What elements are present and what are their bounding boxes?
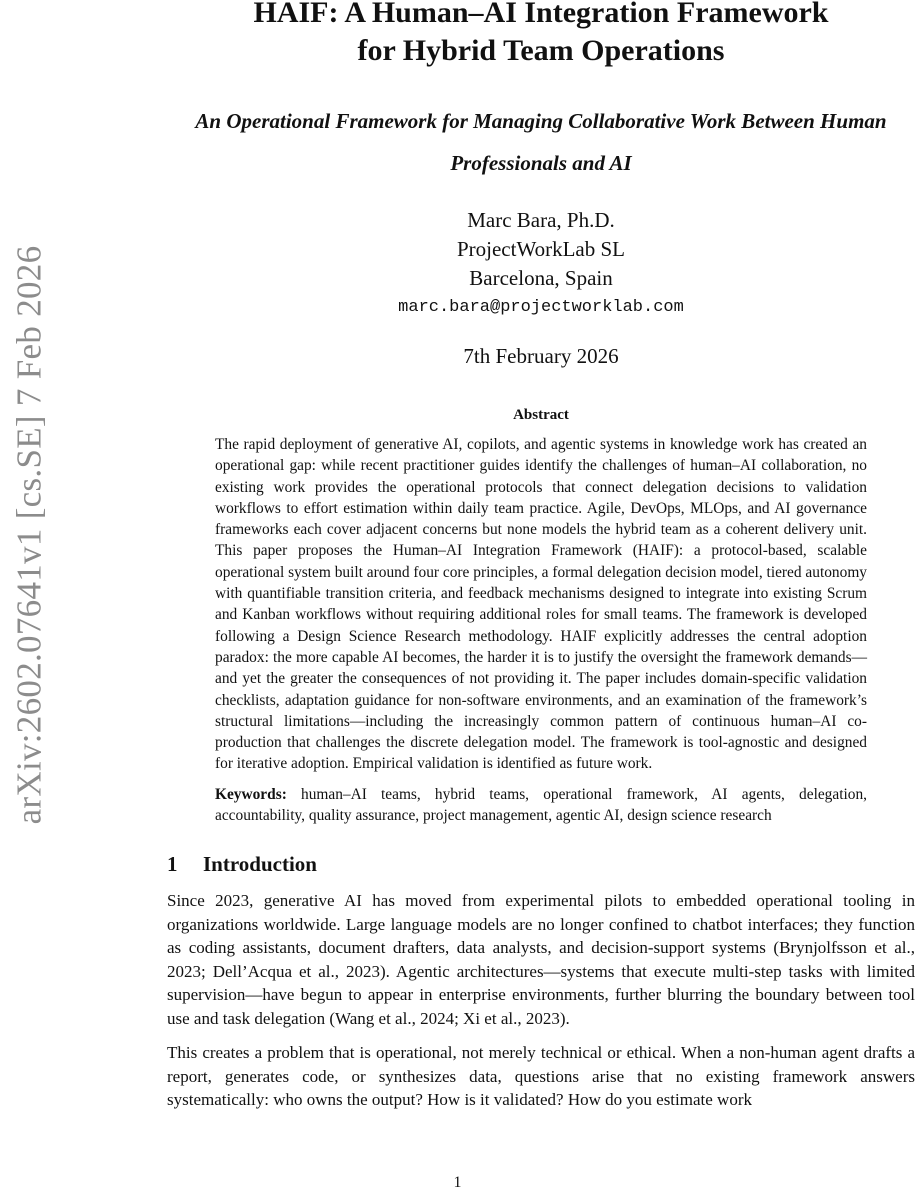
author-block — [167, 206, 915, 322]
title-line-1: HAIF: A Human–AI Integration Framework — [253, 0, 829, 29]
section-title: Introduction — [203, 852, 317, 877]
arxiv-sidebar-stamp — [2, 215, 56, 855]
publication-date: 7th February 2026 — [463, 344, 619, 368]
keywords-list: human–AI teams, hybrid teams, operational framework, AI agents, delegation, accountability, quality assurance, project management, agentic AI, design science research — [215, 785, 867, 825]
section-heading-introduction — [167, 852, 915, 877]
keywords — [215, 784, 867, 827]
abstract-heading: Abstract — [513, 407, 569, 423]
title-line-2: for Hybrid Team Operations — [357, 34, 725, 67]
author-location: Barcelona, Spain — [469, 266, 613, 290]
intro-paragraph-1: Since 2023, generative AI has moved from experimental pilots to embedded operational tooling in organizations worldwide. Large language models are no longer confined to chatbot interfaces; they function as coding assistants, document drafters, data analysts, and decision-support systems (Brynjolfsson et al., 2023; Dell’Acqua et al., 2023). Agentic architectures—systems that execute multi-step tasks with limited supervision—have begun to appear in enterprise environments, further blurring the boundary between tool use and task delegation (Wang et al., 2024; Xi et al., 2023). — [167, 891, 915, 1028]
abstract-text: The rapid deployment of generative AI, copilots, and agentic systems in knowledge work has created an operational gap: while recent practitioner guides identify the challenges of human–AI collaboration, no existing work provides the operational protocols that connect delegation decisions to validation workflows to effort estimation within daily team practice. Agile, DevOps, MLOps, and AI governance frameworks each cover adjacent concerns but none models the hybrid team as a coherent delivery unit. This paper proposes the Human–AI Integration Framework (HAIF): a protocol-based, scalable operational system built around four core principles, a formal delegation decision model, tiered autonomy with quantifiable transition criteria, and feedback mechanisms designed to integrate into existing Scrum and Kanban workflows without requiring additional roles for small teams. The framework is developed following a Design Science Research methodology. HAIF explicitly addresses the central adoption paradox: the more capable AI becomes, the harder it is to justify the oversight the framework demands—and yet the greater the consequences of not providing it. The paper includes domain-specific validation checklists, adaptation guidance for non-software environments, and an examination of the framework’s structural limitations—including the increasingly common pattern of continuous human–AI co-production that challenges the discrete delegation model. The framework is tool-agnostic and designed for iterative adoption. Empirical validation is identified as future work. — [215, 436, 867, 773]
author-affiliation: ProjectWorkLab SL — [456, 237, 626, 261]
paper-title — [167, 0, 915, 70]
author-name: Marc Bara, Ph.D. — [467, 208, 615, 232]
section-number: 1 — [167, 852, 178, 877]
paper-page — [167, 0, 915, 1112]
author-email[interactable]: marc.bara@projectworklab.com — [398, 298, 684, 317]
intro-paragraph-2: This creates a problem that is operational, not merely technical or ethical. When a non-human agent drafts a report, generates code, or synthesizes data, questions arise that no existing framework answers systematically: who owns the output? How is it validated? How do you estimate work — [167, 1043, 915, 1110]
page-number: 1 — [453, 1174, 462, 1191]
arxiv-identifier: arXiv:2602.07641v1 [cs.SE] 7 Feb 2026 — [9, 245, 49, 825]
paper-subtitle: An Operational Framework for Managing Collaborative Work Between Human Professionals and AI — [195, 109, 887, 175]
keywords-label: Keywords: — [215, 785, 287, 803]
